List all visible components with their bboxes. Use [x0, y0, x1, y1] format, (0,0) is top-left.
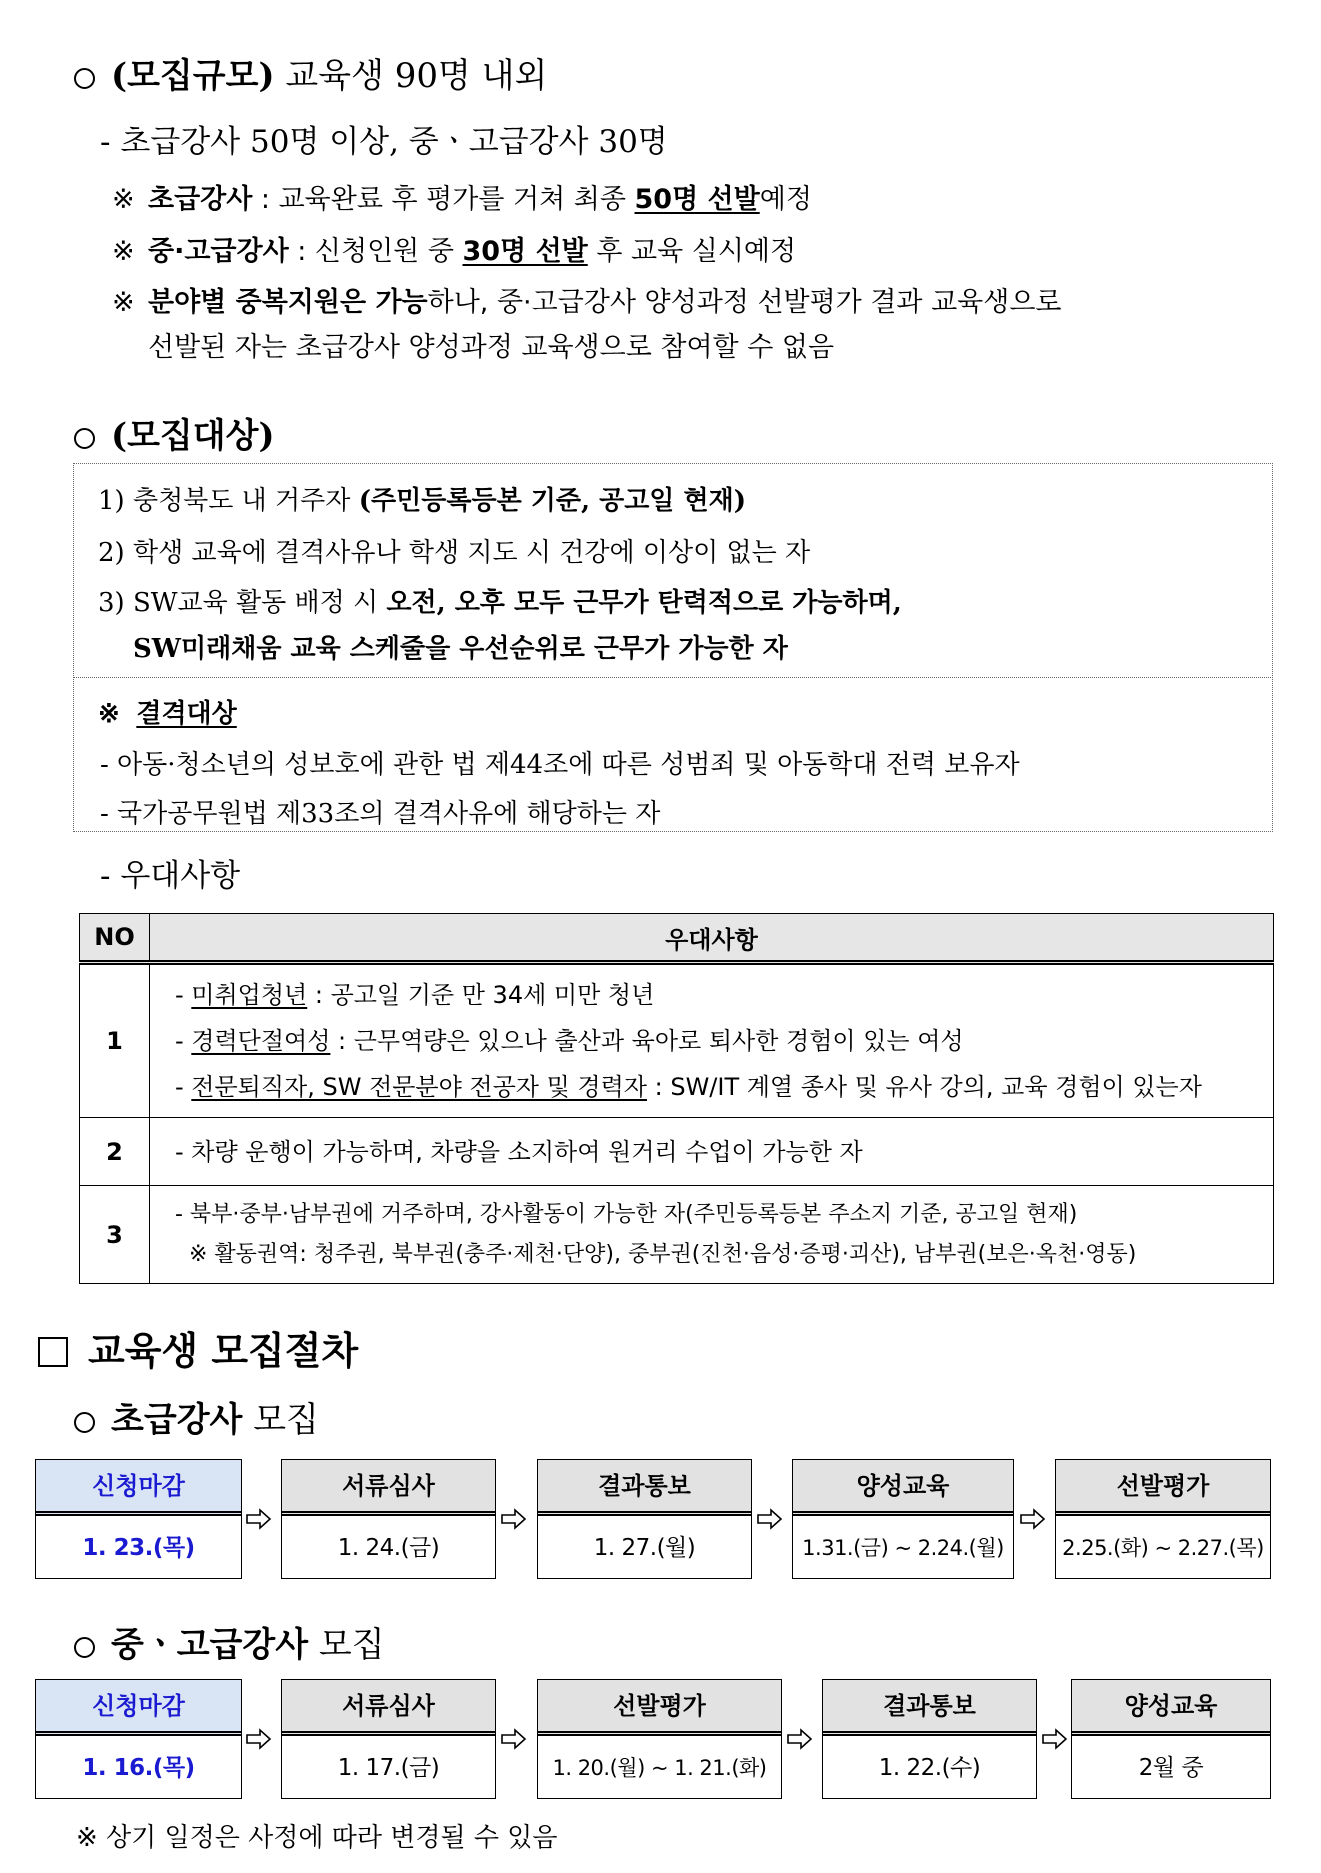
circle-bullet-icon	[74, 1412, 95, 1433]
advanced-step-2	[281, 1679, 496, 1799]
scale-note-3-line2: 선발된 자는 초급강사 양성과정 교육생으로 참여할 수 없음	[148, 332, 835, 363]
disqualification-item-2: - 국가공무원법 제33조의 결격사유에 해당하는 자	[100, 799, 661, 829]
section-target-heading: (모집대상)	[74, 408, 275, 457]
arrow-right-icon	[1042, 1728, 1068, 1750]
step-date: 1. 27.(월)	[593, 1535, 696, 1561]
table-row	[80, 1118, 1274, 1186]
step-date: 2월 중	[1138, 1755, 1204, 1781]
step-head: 결과통보	[538, 1460, 751, 1516]
circle-bullet-icon	[74, 1637, 95, 1658]
target-item-3: 3) SW교육 활동 배정 시 오전, 오후 모두 근무가 탄력적으로 가능하며,	[98, 588, 902, 618]
arrow-right-icon	[757, 1508, 783, 1530]
section-scale-heading: (모집규모) 교육생 90명 내외	[74, 48, 547, 97]
row-number: 2	[80, 1118, 150, 1186]
preference-label: - 우대사항	[100, 858, 241, 894]
step-head: 서류심사	[282, 1680, 495, 1736]
header-no: NO	[80, 914, 150, 963]
disqualification-item-1: - 아동·청소년의 성보호에 관한 법 제44조에 따른 성범죄 및 아동학대 전력 보유자	[100, 750, 1020, 780]
table-row	[80, 1186, 1274, 1284]
disqualification-title: ※ 결격대상	[98, 699, 237, 729]
advanced-step-5	[1071, 1679, 1271, 1799]
scale-note-1: ※ 초급강사 : 교육완료 후 평가를 거쳐 최종 50명 선발예정	[112, 184, 812, 215]
target-item-1: 1) 충청북도 내 거주자 (주민등록등본 기준, 공고일 현재)	[98, 486, 747, 516]
target-item-2: 2) 학생 교육에 결격사유나 학생 지도 시 건강에 이상이 없는 자	[98, 538, 811, 568]
scale-note-2: ※ 중·고급강사 : 신청인원 중 30명 선발 후 교육 실시예정	[112, 236, 797, 267]
target-item-3-line2: SW미래채움 교육 스케줄을 우선순위로 근무가 가능한 자	[133, 634, 788, 664]
row-content	[150, 1118, 1274, 1186]
row-number: 1	[80, 963, 150, 1118]
target-box-divider	[73, 677, 1273, 678]
step-head: 선발평가	[1056, 1460, 1270, 1516]
schedule-footnote: ※ 상기 일정은 사정에 따라 변경될 수 있음	[76, 1823, 558, 1853]
step-date: 1. 23.(목)	[82, 1535, 195, 1561]
list-item: - 미취업청년 : 공고일 기준 만 34세 미만 청년	[175, 981, 655, 1009]
advanced-step-3	[537, 1679, 782, 1799]
beginner-step-2	[281, 1459, 496, 1579]
step-head: 신청마감	[36, 1460, 241, 1516]
step-date: 1. 20.(월) ~ 1. 21.(화)	[552, 1756, 767, 1780]
list-item: ※ 활동권역: 청주권, 북부권(충주·제천·단양), 중부권(진천·음성·증평·괴산), 남부권(보은·옥천·영동)	[189, 1241, 1137, 1267]
advanced-step-1	[35, 1679, 242, 1799]
preference-table	[79, 913, 1274, 1284]
square-bullet-icon	[38, 1337, 68, 1367]
circle-bullet-icon	[74, 428, 95, 449]
header-preference: 우대사항	[150, 914, 1274, 963]
step-date: 1. 17.(금)	[337, 1755, 440, 1781]
step-date: 1. 22.(수)	[878, 1755, 981, 1781]
beginner-step-4	[792, 1459, 1014, 1579]
step-head: 서류심사	[282, 1460, 495, 1516]
step-date: 2.25.(화) ~ 2.27.(목)	[1062, 1536, 1264, 1560]
step-date: 1.31.(금) ~ 2.24.(월)	[802, 1536, 1004, 1560]
beginner-heading: 초급강사 모집	[74, 1392, 319, 1441]
row-number: 3	[80, 1186, 150, 1284]
arrow-right-icon	[501, 1728, 527, 1750]
step-head: 양성교육	[1072, 1680, 1270, 1736]
scale-note-3: ※ 분야별 중복지원은 가능하나, 중·고급강사 양성과정 선발평가 결과 교육생으로	[112, 287, 1062, 318]
step-head: 결과통보	[823, 1680, 1036, 1736]
step-head: 양성교육	[793, 1460, 1013, 1516]
advanced-step-4	[822, 1679, 1037, 1799]
list-item: - 경력단절여성 : 근무역량은 있으나 출산과 육아로 퇴사한 경험이 있는 여성	[175, 1027, 964, 1055]
arrow-right-icon	[1020, 1508, 1046, 1530]
arrow-right-icon	[246, 1508, 272, 1530]
advanced-heading: 중ㆍ고급강사 모집	[74, 1617, 385, 1666]
beginner-step-1	[35, 1459, 242, 1579]
list-item: - 전문퇴직자, SW 전문분야 전공자 및 경력자 : SW/IT 계열 종사 및 유사 강의, 교육 경험이 있는자	[175, 1073, 1202, 1101]
step-head: 선발평가	[538, 1680, 781, 1736]
step-head: 신청마감	[36, 1680, 241, 1736]
table-header-row	[80, 914, 1274, 963]
arrow-right-icon	[246, 1728, 272, 1750]
step-date: 1. 24.(금)	[337, 1535, 440, 1561]
list-item: - 북부·중부·남부권에 거주하며, 강사활동이 가능한 자(주민등록등본 주소지 기준, 공고일 현재)	[175, 1201, 1078, 1227]
scale-sub-line: - 초급강사 50명 이상, 중ㆍ고급강사 30명	[100, 124, 668, 160]
step-date: 1. 16.(목)	[82, 1755, 195, 1781]
arrow-right-icon	[787, 1728, 813, 1750]
arrow-right-icon	[501, 1508, 527, 1530]
table-row	[80, 963, 1274, 1118]
row-content	[150, 1186, 1274, 1284]
beginner-step-5	[1055, 1459, 1271, 1579]
beginner-step-3	[537, 1459, 752, 1579]
procedure-heading: 교육생 모집절차	[38, 1320, 358, 1375]
circle-bullet-icon	[74, 68, 95, 89]
list-item: - 차량 운행이 가능하며, 차량을 소지하여 원거리 수업이 가능한 자	[175, 1137, 863, 1166]
row-content	[150, 963, 1274, 1118]
